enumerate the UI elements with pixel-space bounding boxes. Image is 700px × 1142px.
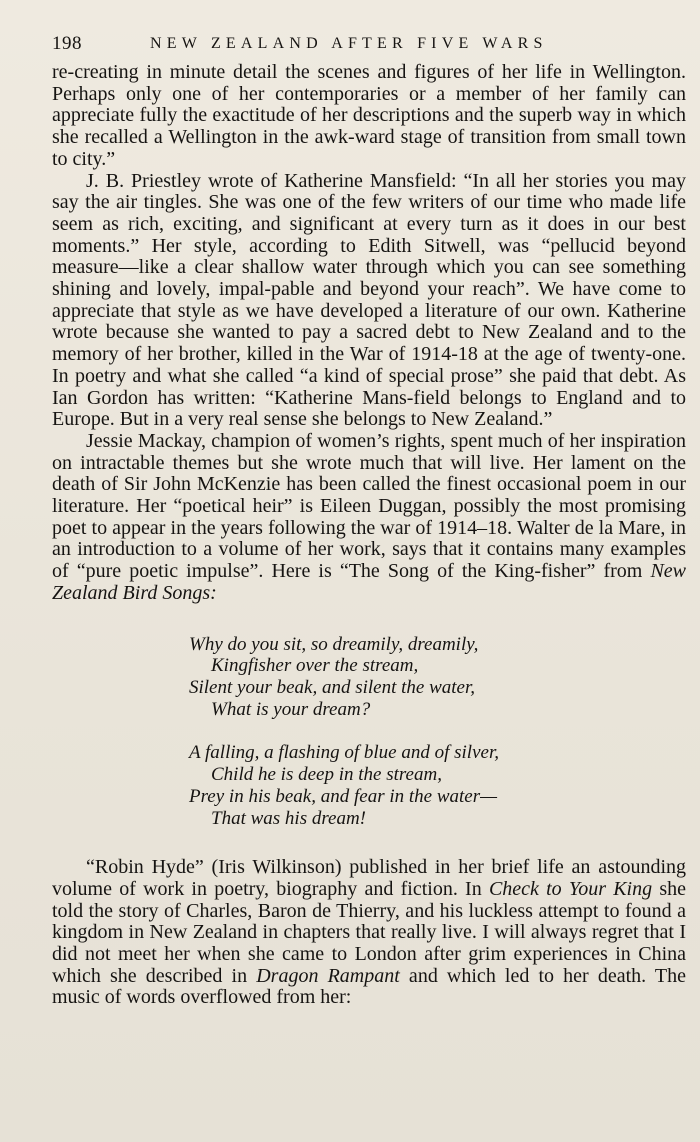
paragraph-text: Jessie Mackay, champion of women’s rights, spent much of her inspiration on intractable themes but she wrote much that will live. Her lament on the death of Sir John McKenzie has been called the finest occasional poem in our literature. Her “poetical heir” is Eileen Duggan, possibly the most promising poet to appear in the years following the war of 1914–18. Walter de la Mare, in an introduction to a volume of her work, says that it contains many examples of “pure poetic impulse”. Here is “The Song of the King-fisher” from <box>52 429 686 583</box>
paragraph-priestley <box>52 171 686 431</box>
body-text <box>52 62 686 1009</box>
paragraph-text: she told the story of Charles, Baron de Thierry, and his luckless attempt to found a kingdom in New Zealand in chapters that really live. I will always regret that I did not meet her when she came to London after grim experiences in China which she described in <box>52 877 686 987</box>
running-head: NEW ZEALAND AFTER FIVE WARS <box>150 35 548 52</box>
paragraph-text: “Robin Hyde” (Iris Wilkinson) published in her brief life an astounding volume of work in poetry, biography and fiction. In <box>52 856 686 900</box>
poem-line: Prey in his beak, and fear in the water— <box>189 785 497 807</box>
poem-line: Why do you sit, so dreamily, dreamily, <box>189 633 479 655</box>
poem-stanza-2 <box>189 742 686 829</box>
page-header <box>52 32 682 56</box>
poem-line: That was his dream! <box>211 807 367 829</box>
poem-line: Child he is deep in the stream, <box>211 764 442 786</box>
poem-line: What is your dream? <box>211 698 371 720</box>
poem-line: Silent your beak, and silent the water, <box>189 676 476 698</box>
poem-line: A falling, a flashing of blue and of silver, <box>189 742 499 764</box>
book-title: New Zealand Bird Songs: <box>52 560 686 604</box>
poem-stanza-1 <box>189 634 686 721</box>
paragraph-continuation <box>52 62 686 171</box>
book-title: Check to Your King <box>488 877 653 900</box>
poem-kingfisher <box>189 634 686 830</box>
paragraph-robin-hyde <box>52 857 686 1009</box>
paragraph-text: J. B. Priestley wrote of Katherine Mansfield: “In all her stories you may say the air tingles. She was one of the few writers of our time who made life seem as rich, exciting, and significant at every turn as it does in our best moments.” Her style, according to Edith Sitwell, was “pellucid beyond measure—like a clear shallow water through which you can see something shining and lovely, impal-pable and beyond your reach”. We have come to appreciate that style as we have developed a literature of our own. Katherine wrote because she wanted to pay a sacred debt to New Zealand and to the memory of her brother, killed in the War of 1914-18 at the age of twenty-one. In poetry and what she called “a kind of special prose” she paid that debt. As Ian Gordon has written: “Katherine Mans-field belongs to England and to Europe. But in a very real sense she belongs to New Zealand.” <box>52 169 686 431</box>
paragraph-mackay <box>52 431 686 605</box>
paragraph-text: and which led to her death. The music of words overflowed from her: <box>52 964 687 1009</box>
page-number: 198 <box>52 33 82 54</box>
poem-line: Kingfisher over the stream, <box>211 655 419 677</box>
paragraph-text: re-creating in minute detail the scenes and figures of her life in Wellington. Perhaps only one of her contemporaries or a member of her family can appreciate fully the exactitude of her descriptions and the superb way in which she recalled a Wellington in the awk-ward stage of transition from small town to city.” <box>52 61 686 170</box>
book-title: Dragon Rampant <box>256 964 400 987</box>
